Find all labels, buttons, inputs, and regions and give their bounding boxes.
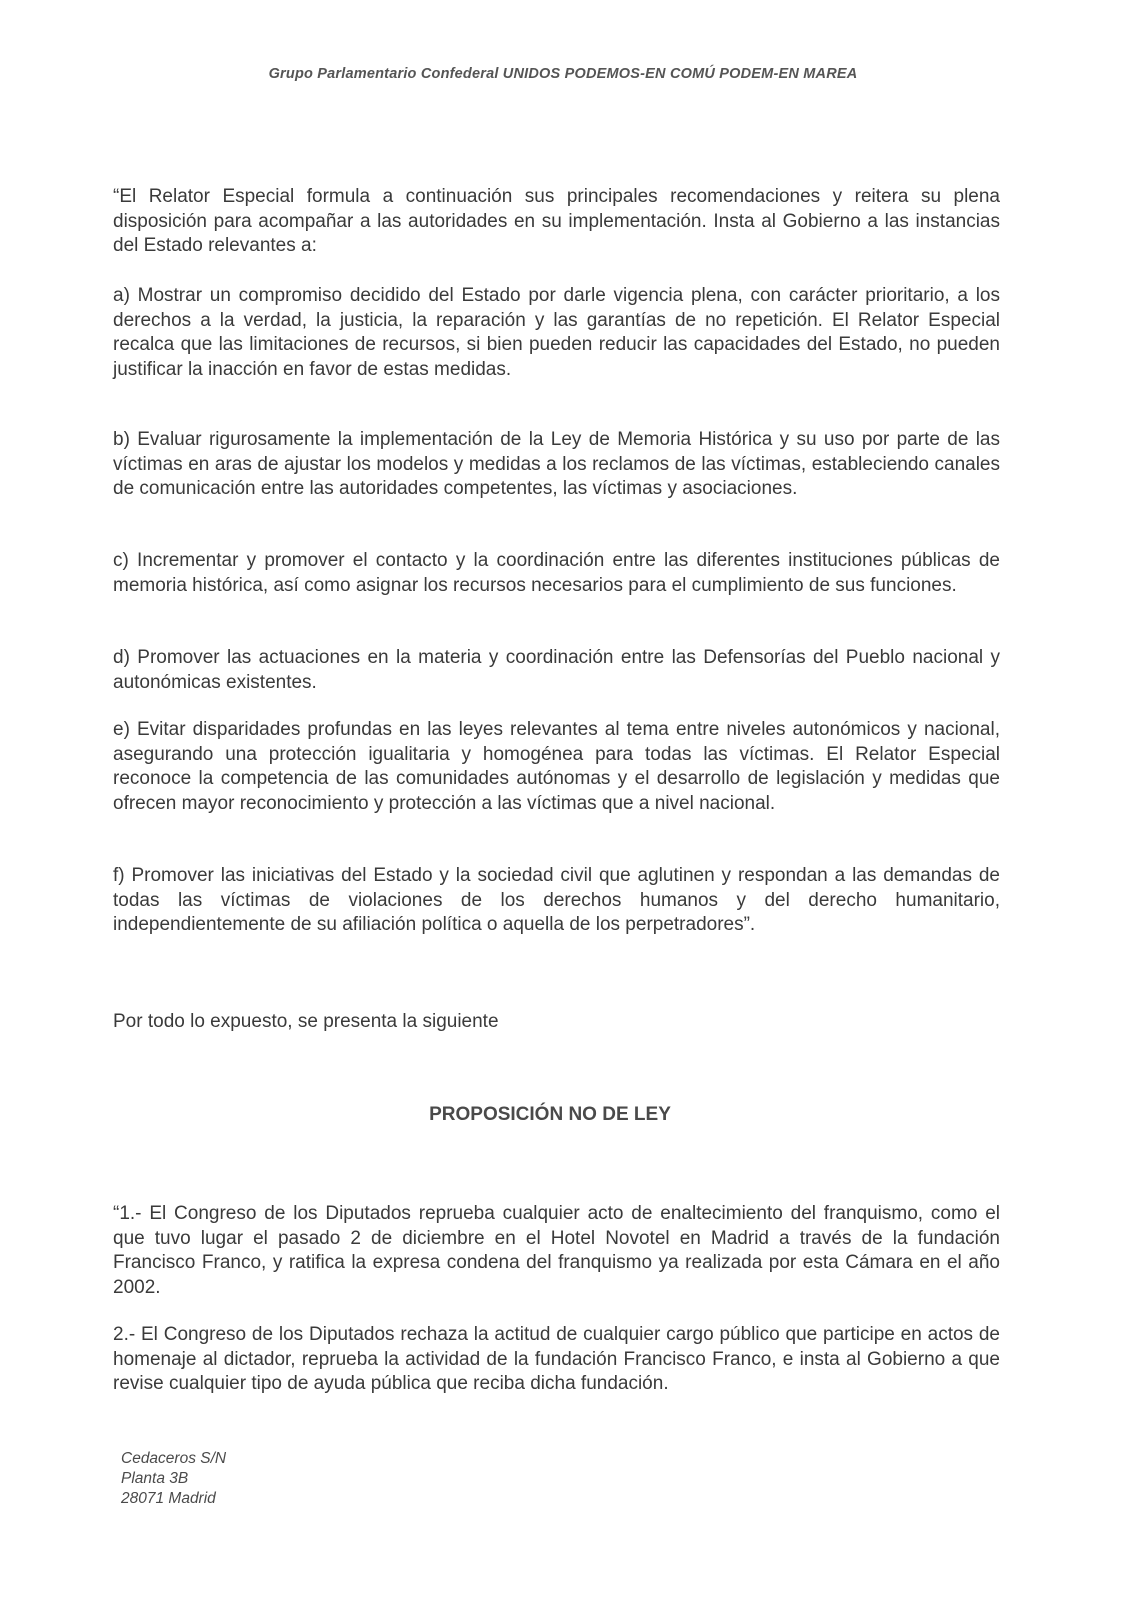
recommendation-b: b) Evaluar rigurosamente la implementación de la Ley de Memoria Histórica y su uso por parte de las víctimas en aras de ajustar los modelos y medidas a los reclamos de las víctimas, estableciendo canales de comunicación entre las autoridades competentes, las víctimas y asociaciones. — [113, 429, 1000, 499]
point-1: “1.- El Congreso de los Diputados reprueba cualquier acto de enaltecimiento del franquismo, como el que tuvo lugar el pasado 2 de diciembre en el Hotel Novotel en Madrid a través de la fundación Francisco Franco, y ratifica la expresa condena del franquismo ya realizada por esta Cámara en el año 2002. — [113, 1203, 1000, 1298]
recommendation-f: f) Promover las iniciativas del Estado y la sociedad civil que aglutinen y respondan a las demandas de todas las víctimas de violaciones de los derechos humanos y del derecho humanitario, independientemente de su afiliación política o aquella de los perpetradores”. — [113, 865, 1000, 935]
footer-city: 28071 Madrid — [121, 1490, 216, 1507]
recommendation-a: a) Mostrar un compromiso decidido del Estado por darle vigencia plena, con carácter prioritario, a los derechos a la verdad, la justicia, la reparación y las garantías de no repetición. El Relator Especial recalca que las limitaciones de recursos, si bien pueden reducir las capacidades del Estado, no pueden justificar la inacción en favor de estas medidas. — [113, 285, 1000, 380]
address-footer — [121, 1449, 226, 1509]
intro-paragraph: “El Relator Especial formula a continuación sus principales recomendaciones y reitera su plena disposición para acompañar a las autoridades en su implementación. Insta al Gobierno a las instancias del Estado relevantes a: — [113, 186, 1000, 256]
section-title: PROPOSICIÓN NO DE LEY — [429, 1104, 671, 1125]
point-2: 2.- El Congreso de los Diputados rechaza la actitud de cualquier cargo público que participe en actos de homenaje al dictador, reprueba la actividad de la fundación Francisco Franco, e insta al Gobierno a que revise cualquier tipo de ayuda pública que reciba dicha fundación. — [113, 1324, 1000, 1394]
footer-floor: Planta 3B — [121, 1470, 189, 1487]
recommendation-e: e) Evitar disparidades profundas en las leyes relevantes al tema entre niveles autonómicos y nacional, asegurando una protección igualitaria y homogénea para todas las víctimas. El Relator Especial reconoce la competencia de las comunidades autónomas y el desarrollo de legislación y medidas que ofrecen mayor reconocimiento y protección a las víctimas que a nivel nacional. — [113, 719, 1000, 814]
footer-street: Cedaceros S/N — [121, 1450, 227, 1467]
recommendation-c: c) Incrementar y promover el contacto y la coordinación entre las diferentes instituciones públicas de memoria histórica, así como asignar los recursos necesarios para el cumplimiento de sus funciones. — [113, 550, 1000, 596]
lead-in-text: Por todo lo expuesto, se presenta la siguiente — [113, 1011, 499, 1032]
page-header: Grupo Parlamentario Confederal UNIDOS PODEMOS-EN COMÚ PODEM-EN MAREA — [268, 66, 858, 82]
recommendation-d: d) Promover las actuaciones en la materia y coordinación entre las Defensorías del Pueblo nacional y autonómicas existentes. — [113, 647, 1000, 693]
